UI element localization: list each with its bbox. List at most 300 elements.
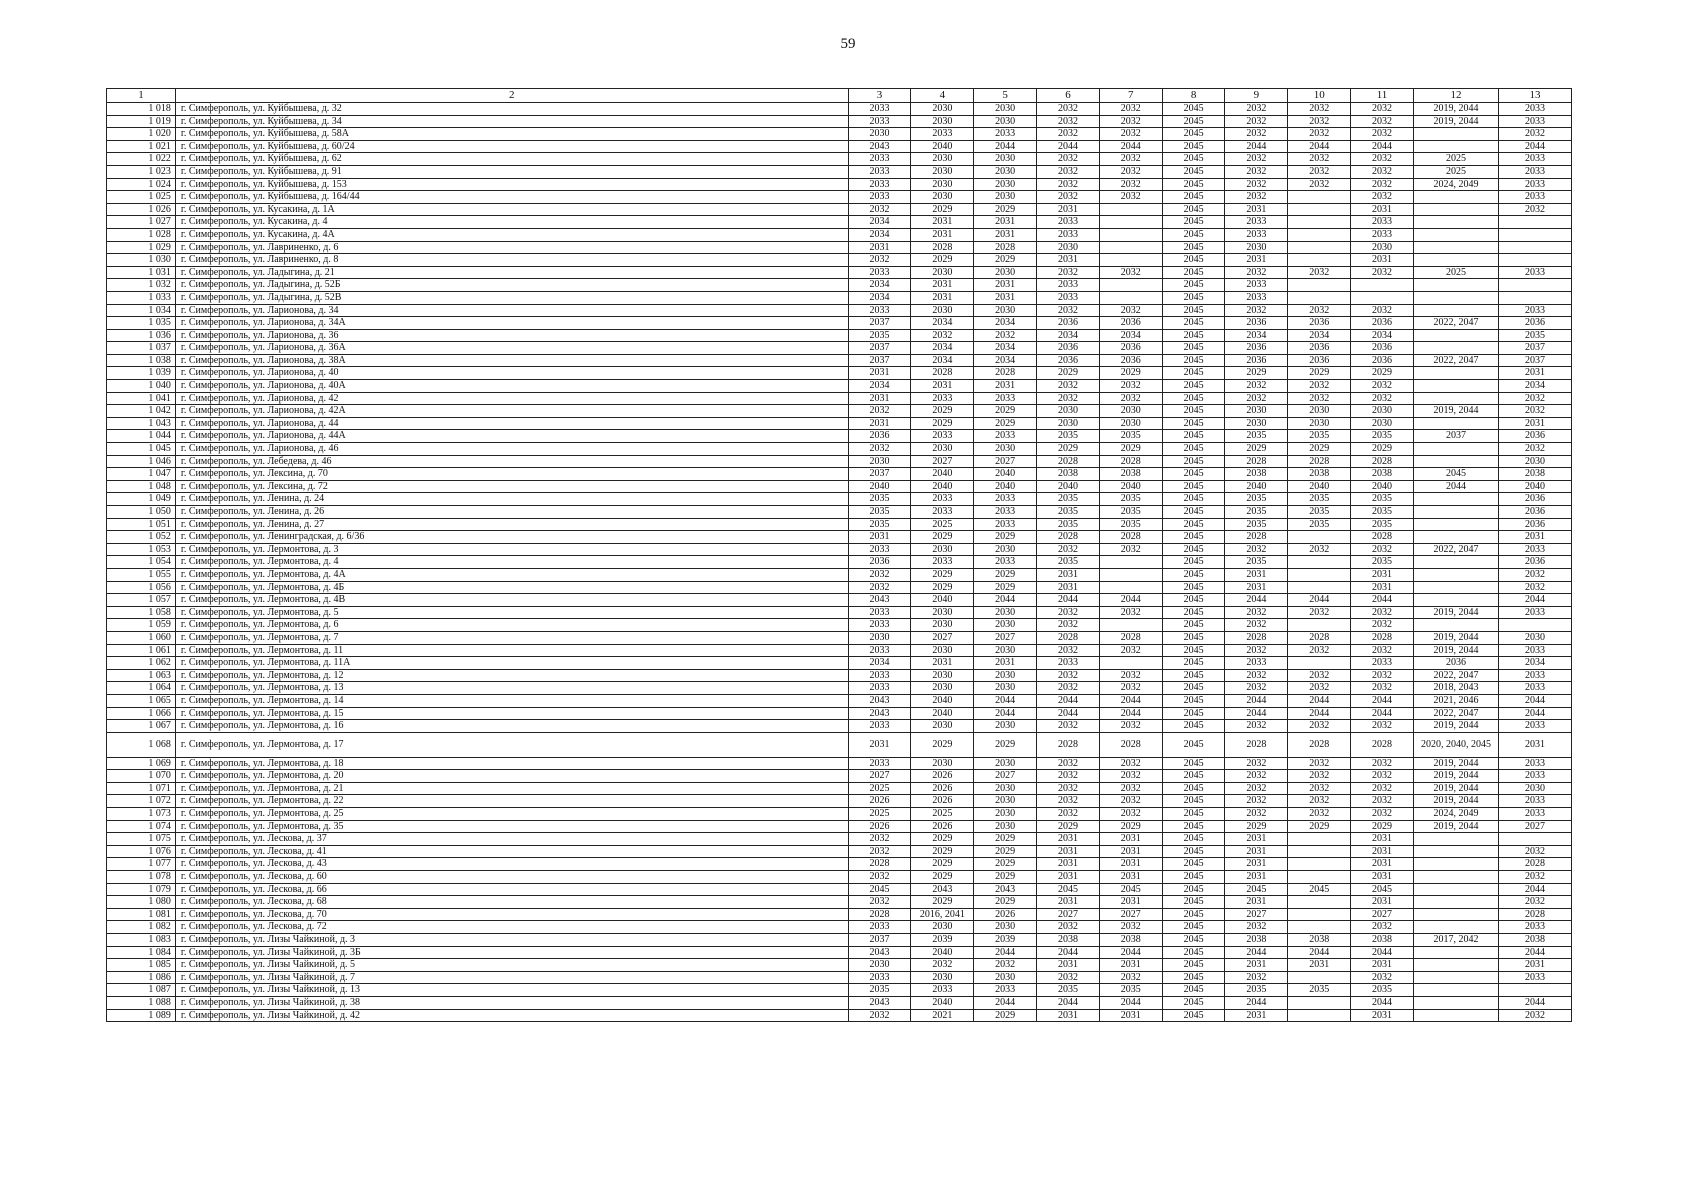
year-cell: 2019, 2044: [1413, 606, 1498, 619]
year-cell: 2045: [1162, 946, 1225, 959]
column-header: 12: [1413, 89, 1498, 103]
year-cell: 2027: [1499, 820, 1572, 833]
year-cell: 2028: [974, 367, 1037, 380]
year-cell: 2031: [1037, 959, 1100, 972]
year-cell: 2035: [1225, 984, 1288, 997]
year-cell: 2032: [1037, 115, 1100, 128]
year-cell: 2045: [1162, 178, 1225, 191]
table-row: [107, 279, 1572, 292]
address-cell: г. Симферополь, ул. Лермонтова, д. 7: [175, 631, 848, 644]
year-cell: 2036: [1288, 317, 1351, 330]
year-cell: 2030: [911, 682, 974, 695]
year-cell: [1288, 216, 1351, 229]
year-cell: 2035: [1099, 493, 1162, 506]
year-cell: 2028: [1225, 531, 1288, 544]
year-cell: 2036: [1099, 317, 1162, 330]
year-cell: 2035: [1225, 506, 1288, 519]
year-cell: 2045: [848, 883, 911, 896]
year-cell: 2032: [1099, 720, 1162, 733]
year-cell: 2032: [848, 405, 911, 418]
year-cell: 2032: [1037, 619, 1100, 632]
year-cell: 2033: [1499, 304, 1572, 317]
year-cell: 2025: [848, 782, 911, 795]
year-cell: [1413, 455, 1498, 468]
year-cell: 2033: [1037, 291, 1100, 304]
table-row: [107, 631, 1572, 644]
year-cell: 2044: [1351, 140, 1414, 153]
address-cell: г. Симферополь, ул. Ларионова, д. 44: [175, 417, 848, 430]
year-cell: 2031: [1499, 732, 1572, 757]
year-cell: 2028: [1288, 631, 1351, 644]
row-number-cell: 1 088: [107, 996, 176, 1009]
table-row: [107, 291, 1572, 304]
year-cell: 2040: [911, 594, 974, 607]
year-cell: 2044: [974, 946, 1037, 959]
year-cell: 2027: [1225, 908, 1288, 921]
row-number-cell: 1 038: [107, 354, 176, 367]
year-cell: 2045: [1162, 556, 1225, 569]
year-cell: 2045: [1162, 883, 1225, 896]
address-cell: г. Симферополь, ул. Куйбышева, д. 60/24: [175, 140, 848, 153]
year-cell: 2035: [1499, 329, 1572, 342]
year-cell: 2045: [1162, 971, 1225, 984]
year-cell: 2044: [1288, 594, 1351, 607]
address-cell: г. Симферополь, ул. Лермонтова, д. 13: [175, 682, 848, 695]
year-cell: 2019, 2044: [1413, 795, 1498, 808]
year-cell: 2031: [1037, 203, 1100, 216]
year-cell: 2035: [1351, 556, 1414, 569]
year-cell: 2035: [1351, 506, 1414, 519]
year-cell: 2030: [1099, 405, 1162, 418]
year-cell: 2030: [974, 115, 1037, 128]
year-cell: [1413, 342, 1498, 355]
year-cell: 2032: [1351, 115, 1414, 128]
year-cell: 2043: [848, 594, 911, 607]
year-cell: 2044: [1037, 996, 1100, 1009]
row-number-cell: 1 027: [107, 216, 176, 229]
year-cell: 2031: [1351, 896, 1414, 909]
year-cell: 2045: [1225, 883, 1288, 896]
year-cell: 2033: [848, 115, 911, 128]
year-cell: 2032: [1225, 757, 1288, 770]
year-cell: 2033: [848, 971, 911, 984]
year-cell: 2033: [974, 392, 1037, 405]
year-cell: 2038: [1225, 934, 1288, 947]
year-cell: 2032: [1099, 191, 1162, 204]
year-cell: 2028: [1225, 455, 1288, 468]
year-cell: 2045: [1162, 417, 1225, 430]
year-cell: 2032: [974, 329, 1037, 342]
address-cell: г. Симферополь, ул. Куйбышева, д. 32: [175, 103, 848, 116]
year-cell: 2029: [911, 858, 974, 871]
year-cell: 2035: [1225, 518, 1288, 531]
year-cell: [1413, 568, 1498, 581]
year-cell: 2036: [1499, 493, 1572, 506]
year-cell: [1413, 908, 1498, 921]
year-cell: 2032: [1225, 191, 1288, 204]
address-cell: г. Симферополь, ул. Лескова, д. 68: [175, 896, 848, 909]
year-cell: 2032: [1225, 606, 1288, 619]
year-cell: 2032: [1288, 770, 1351, 783]
year-cell: [1288, 657, 1351, 670]
year-cell: 2019, 2044: [1413, 103, 1498, 116]
table-row: [107, 304, 1572, 317]
year-cell: 2034: [848, 228, 911, 241]
year-cell: 2036: [1351, 342, 1414, 355]
year-cell: 2032: [1099, 644, 1162, 657]
year-cell: 2033: [1037, 216, 1100, 229]
year-cell: [1413, 228, 1498, 241]
year-cell: [1099, 556, 1162, 569]
year-cell: 2045: [1162, 594, 1225, 607]
year-cell: [1413, 367, 1498, 380]
year-cell: 2030: [974, 782, 1037, 795]
year-cell: 2034: [848, 279, 911, 292]
year-cell: 2034: [1225, 329, 1288, 342]
year-cell: 2031: [1037, 896, 1100, 909]
year-cell: 2045: [1162, 493, 1225, 506]
page-number: 59: [840, 36, 856, 52]
year-cell: 2031: [911, 216, 974, 229]
year-cell: 2035: [1037, 506, 1100, 519]
year-cell: 2032: [1225, 178, 1288, 191]
year-cell: 2045: [1162, 757, 1225, 770]
year-cell: 2032: [1099, 178, 1162, 191]
year-cell: 2038: [1225, 468, 1288, 481]
year-cell: 2025: [911, 808, 974, 821]
year-cell: 2022, 2047: [1413, 317, 1498, 330]
year-cell: 2033: [1499, 757, 1572, 770]
year-cell: 2029: [911, 417, 974, 430]
year-cell: 2045: [1162, 644, 1225, 657]
year-cell: 2033: [848, 178, 911, 191]
address-cell: г. Симферополь, ул. Лермонтова, д. 16: [175, 720, 848, 733]
year-cell: 2045: [1162, 657, 1225, 670]
year-cell: 2045: [1162, 128, 1225, 141]
year-cell: 2033: [1499, 103, 1572, 116]
year-cell: 2032: [1037, 921, 1100, 934]
year-cell: 2032: [1037, 644, 1100, 657]
year-cell: 2029: [974, 405, 1037, 418]
year-cell: 2029: [974, 732, 1037, 757]
year-cell: 2032: [1099, 266, 1162, 279]
year-cell: 2045: [1162, 845, 1225, 858]
row-number-cell: 1 023: [107, 165, 176, 178]
year-cell: 2040: [911, 140, 974, 153]
year-cell: [1099, 254, 1162, 267]
year-cell: 2030: [1351, 405, 1414, 418]
row-number-cell: 1 085: [107, 959, 176, 972]
year-cell: 2032: [1225, 971, 1288, 984]
year-cell: 2029: [1288, 367, 1351, 380]
year-cell: 2036: [1351, 317, 1414, 330]
table-row: [107, 782, 1572, 795]
year-cell: [1288, 996, 1351, 1009]
year-cell: [1288, 845, 1351, 858]
year-cell: 2019, 2044: [1413, 770, 1498, 783]
year-cell: 2029: [1099, 820, 1162, 833]
year-cell: 2032: [1225, 782, 1288, 795]
year-cell: 2028: [1037, 732, 1100, 757]
table-row: [107, 594, 1572, 607]
year-cell: 2040: [911, 694, 974, 707]
year-cell: 2030: [911, 669, 974, 682]
year-cell: 2031: [1351, 1009, 1414, 1022]
row-number-cell: 1 022: [107, 153, 176, 166]
column-header: 9: [1225, 89, 1288, 103]
year-cell: 2032: [1499, 568, 1572, 581]
year-cell: 2028: [911, 367, 974, 380]
year-cell: 2034: [1499, 657, 1572, 670]
address-cell: г. Симферополь, ул. Лескова, д. 43: [175, 858, 848, 871]
year-cell: 2030: [1037, 417, 1100, 430]
year-cell: 2028: [1225, 631, 1288, 644]
year-cell: 2044: [1225, 996, 1288, 1009]
table-row: [107, 443, 1572, 456]
year-cell: 2030: [974, 153, 1037, 166]
year-cell: [1351, 291, 1414, 304]
year-cell: 2045: [1162, 266, 1225, 279]
year-cell: [1288, 291, 1351, 304]
year-cell: 2032: [1099, 103, 1162, 116]
year-cell: 2030: [911, 443, 974, 456]
year-cell: 2037: [848, 468, 911, 481]
year-cell: 2045: [1162, 896, 1225, 909]
year-cell: [1099, 568, 1162, 581]
address-cell: г. Симферополь, ул. Ларионова, д. 40: [175, 367, 848, 380]
year-cell: 2029: [974, 581, 1037, 594]
year-cell: 2045: [1099, 883, 1162, 896]
year-cell: 2032: [1037, 304, 1100, 317]
table-row: [107, 581, 1572, 594]
year-cell: 2045: [1162, 329, 1225, 342]
table-row: [107, 417, 1572, 430]
year-cell: 2029: [974, 531, 1037, 544]
year-cell: 2027: [911, 631, 974, 644]
row-number-cell: 1 021: [107, 140, 176, 153]
year-cell: 2045: [1162, 984, 1225, 997]
year-cell: 2032: [1499, 405, 1572, 418]
year-cell: [1099, 228, 1162, 241]
year-cell: 2029: [911, 871, 974, 884]
year-cell: 2032: [1225, 808, 1288, 821]
year-cell: [1099, 291, 1162, 304]
year-cell: 2033: [1037, 228, 1100, 241]
year-cell: 2017, 2042: [1413, 934, 1498, 947]
year-cell: 2033: [1499, 921, 1572, 934]
year-cell: 2031: [1225, 845, 1288, 858]
year-cell: 2044: [1225, 594, 1288, 607]
year-cell: 2029: [1351, 367, 1414, 380]
year-cell: 2032: [1037, 971, 1100, 984]
row-number-cell: 1 077: [107, 858, 176, 871]
year-cell: 2028: [1288, 455, 1351, 468]
year-cell: 2040: [911, 946, 974, 959]
address-cell: г. Симферополь, ул. Лавриненко, д. 6: [175, 241, 848, 254]
table-row: [107, 254, 1572, 267]
year-cell: 2045: [1162, 581, 1225, 594]
year-cell: 2035: [1099, 984, 1162, 997]
address-cell: г. Симферополь, ул. Лизы Чайкиной, д. 13: [175, 984, 848, 997]
year-cell: 2035: [1099, 518, 1162, 531]
year-cell: 2033: [1225, 279, 1288, 292]
year-cell: 2032: [1037, 191, 1100, 204]
year-cell: 2045: [1162, 568, 1225, 581]
year-cell: 2043: [848, 707, 911, 720]
year-cell: 2033: [974, 430, 1037, 443]
year-cell: 2045: [1162, 241, 1225, 254]
year-cell: [1288, 203, 1351, 216]
year-cell: [1413, 594, 1498, 607]
header-row: [107, 89, 1572, 103]
row-number-cell: 1 044: [107, 430, 176, 443]
year-cell: 2028: [848, 858, 911, 871]
row-number-cell: 1 020: [107, 128, 176, 141]
year-cell: 2034: [1099, 329, 1162, 342]
year-cell: 2031: [1351, 203, 1414, 216]
table-row: [107, 140, 1572, 153]
year-cell: 2032: [1499, 871, 1572, 884]
year-cell: [1288, 971, 1351, 984]
year-cell: 2044: [1225, 707, 1288, 720]
year-cell: 2032: [848, 896, 911, 909]
address-cell: г. Симферополь, ул. Лескова, д. 41: [175, 845, 848, 858]
year-cell: 2030: [974, 921, 1037, 934]
table-row: [107, 329, 1572, 342]
year-cell: 2035: [848, 493, 911, 506]
year-cell: 2030: [911, 153, 974, 166]
address-cell: г. Симферополь, ул. Лермонтова, д. 20: [175, 770, 848, 783]
year-cell: 2035: [1225, 556, 1288, 569]
year-cell: 2031: [1499, 417, 1572, 430]
year-cell: 2044: [1351, 707, 1414, 720]
year-cell: 2019, 2044: [1413, 115, 1498, 128]
address-cell: г. Симферополь, ул. Лексина, д. 72: [175, 480, 848, 493]
year-cell: 2032: [1037, 682, 1100, 695]
year-cell: 2030: [911, 644, 974, 657]
year-cell: 2029: [1225, 820, 1288, 833]
year-cell: 2036: [1499, 518, 1572, 531]
year-cell: 2033: [1499, 770, 1572, 783]
year-cell: 2044: [1288, 946, 1351, 959]
row-number-cell: 1 049: [107, 493, 176, 506]
year-cell: 2032: [1351, 971, 1414, 984]
year-cell: 2030: [848, 959, 911, 972]
year-cell: 2032: [1351, 178, 1414, 191]
row-number-cell: 1 054: [107, 556, 176, 569]
year-cell: 2035: [1351, 984, 1414, 997]
year-cell: 2033: [1499, 795, 1572, 808]
year-cell: 2044: [1499, 707, 1572, 720]
year-cell: 2032: [1288, 128, 1351, 141]
row-number-cell: 1 042: [107, 405, 176, 418]
year-cell: [1413, 279, 1498, 292]
address-cell: г. Симферополь, ул. Лескова, д. 37: [175, 833, 848, 846]
year-cell: 2028: [1351, 732, 1414, 757]
address-cell: г. Симферополь, ул. Лексина, д. 70: [175, 468, 848, 481]
year-cell: 2044: [1225, 694, 1288, 707]
year-cell: [1413, 845, 1498, 858]
year-cell: 2035: [1037, 556, 1100, 569]
year-cell: 2032: [1037, 669, 1100, 682]
year-cell: 2030: [911, 165, 974, 178]
year-cell: [1413, 380, 1498, 393]
address-cell: г. Симферополь, ул. Ларионова, д. 44А: [175, 430, 848, 443]
year-cell: 2030: [974, 443, 1037, 456]
year-cell: 2031: [1225, 581, 1288, 594]
year-cell: 2029: [974, 845, 1037, 858]
year-cell: 2031: [1351, 858, 1414, 871]
year-cell: 2030: [974, 266, 1037, 279]
year-cell: 2032: [1099, 757, 1162, 770]
year-cell: 2045: [1162, 518, 1225, 531]
column-header: 2: [175, 89, 848, 103]
year-cell: 2032: [848, 254, 911, 267]
year-cell: 2045: [1162, 782, 1225, 795]
year-cell: 2039: [911, 934, 974, 947]
row-number-cell: 1 041: [107, 392, 176, 405]
year-cell: 2032: [1225, 115, 1288, 128]
year-cell: 2030: [911, 115, 974, 128]
year-cell: 2035: [1037, 430, 1100, 443]
year-cell: 2028: [1099, 455, 1162, 468]
year-cell: 2016, 2041: [911, 908, 974, 921]
year-cell: 2029: [911, 531, 974, 544]
table-row: [107, 820, 1572, 833]
year-cell: 2029: [1225, 443, 1288, 456]
year-cell: 2032: [1099, 128, 1162, 141]
row-number-cell: 1 050: [107, 506, 176, 519]
address-cell: г. Симферополь, ул. Лавриненко, д. 8: [175, 254, 848, 267]
year-cell: 2031: [1037, 845, 1100, 858]
year-cell: 2043: [848, 140, 911, 153]
table-row: [107, 191, 1572, 204]
year-cell: 2045: [1162, 707, 1225, 720]
year-cell: 2031: [1037, 254, 1100, 267]
year-cell: 2045: [1162, 631, 1225, 644]
year-cell: 2030: [974, 795, 1037, 808]
column-header: 3: [848, 89, 911, 103]
year-cell: 2026: [911, 782, 974, 795]
year-cell: [1413, 984, 1498, 997]
row-number-cell: 1 072: [107, 795, 176, 808]
year-cell: 2031: [1099, 871, 1162, 884]
row-number-cell: 1 080: [107, 896, 176, 909]
year-cell: 2032: [1351, 543, 1414, 556]
year-cell: 2031: [911, 657, 974, 670]
row-number-cell: 1 078: [107, 871, 176, 884]
year-cell: 2033: [1499, 266, 1572, 279]
year-cell: [1413, 518, 1498, 531]
year-cell: 2032: [1351, 128, 1414, 141]
table-row: [107, 682, 1572, 695]
table-row: [107, 506, 1572, 519]
address-cell: г. Симферополь, ул. Ларионова, д. 34А: [175, 317, 848, 330]
year-cell: 2031: [911, 228, 974, 241]
year-cell: 2032: [1288, 720, 1351, 733]
row-number-cell: 1 031: [107, 266, 176, 279]
year-cell: 2035: [1225, 430, 1288, 443]
year-cell: 2031: [1351, 833, 1414, 846]
year-cell: 2027: [974, 770, 1037, 783]
year-cell: 2034: [848, 380, 911, 393]
year-cell: 2030: [911, 304, 974, 317]
year-cell: 2036: [1499, 506, 1572, 519]
row-number-cell: 1 043: [107, 417, 176, 430]
year-cell: 2033: [974, 128, 1037, 141]
year-cell: 2032: [1037, 757, 1100, 770]
row-number-cell: 1 026: [107, 203, 176, 216]
